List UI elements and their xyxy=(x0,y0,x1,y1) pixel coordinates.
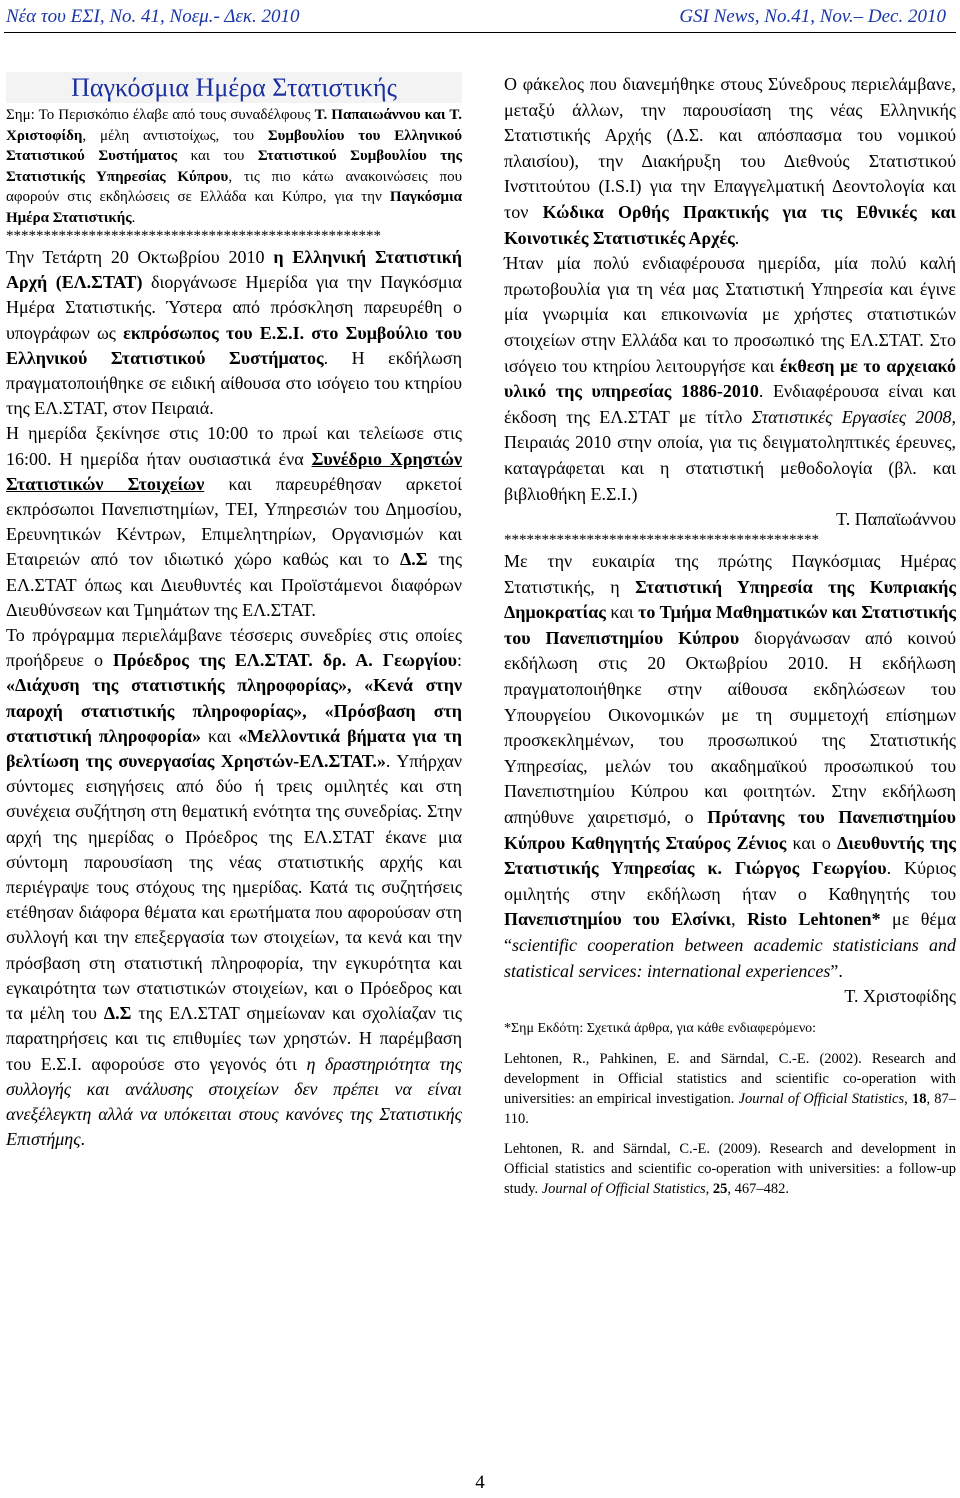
text-run: 25 xyxy=(712,1181,728,1198)
text-run: και του xyxy=(177,148,258,164)
text-run: Πανεπιστημίου του Ελσίνκι xyxy=(504,909,732,930)
text-run: η Ελληνική Στατιστική Αρχή (ΕΛ.ΣΤΑΤ) xyxy=(6,247,462,293)
folder-contents-paragraph xyxy=(504,72,956,251)
text-run: και ο xyxy=(786,832,837,853)
text-run: : xyxy=(456,650,462,671)
text-run: και xyxy=(605,602,639,623)
star-divider-left: ************************************************** xyxy=(6,228,381,244)
text-run: . xyxy=(734,227,740,248)
text-run: Παγκόσμια Ημέρα Στατιστικής xyxy=(6,189,462,226)
text-run: Διευθυντής της Στατιστικής Υπηρεσίας κ. Γιώργος Γεωργίου xyxy=(504,832,957,879)
text-run: εκπρόσωπος του Ε.Σ.Ι. στο Συμβούλιο του Ελληνικού Στατιστικού Συστήματος xyxy=(6,322,463,368)
header-rule xyxy=(4,32,956,33)
text-run: Το πρόγραμμα περιελάμβανε τέσσερις συνεδρίες στις οποίες προήδρευε ο xyxy=(6,625,462,671)
left-column xyxy=(6,72,462,1152)
text-run: Με την ευκαιρία της πρώτης Παγκόσμιας Ημέρας Στατιστικής, η xyxy=(504,551,956,597)
text-run: Κώδικα Ορθής Πρακτικής για τις Εθνικές και Κοινοτικές Στατιστικές Αρχές xyxy=(504,201,957,248)
star-divider-right: ****************************************** xyxy=(504,532,819,549)
text-run: και παρευρέθησαν αρκετοί εκπρόσωποι Πανεπιστημίων, ΤΕΙ, Υπηρεσιών του Δημοσίου, Ερευνητικών Κέντρων, Επιμελητηρίων, Οργανισμών και Εταιρειών από τον ιδιωτικό χώρο καθώς και το xyxy=(6,473,462,570)
text-run: Δ.Σ xyxy=(399,549,428,570)
text-run: και xyxy=(200,725,239,746)
page-number: 4 xyxy=(475,1472,485,1493)
text-run: , 467–482. xyxy=(727,1181,790,1198)
text-run: διοργάνωσαν από κοινού εκδήλωση στις 20 Οκτωβρίου 2010. Η εκδήλωση πραγματοποιήθηκε στην αίθουσα εκδηλώσεων του Υπουργείου Οικονομικών με τη συμμετοχή επίσημων προσκεκλημένων, του προσωπικού της Στατιστικής Υπηρεσίας, μελών του ακαδημαϊκού προσωπικού του Πανεπιστημίου Κύπρου και φοιτητών. Στην εκδήλωση απηύθυνε χαιρετισμό, ο xyxy=(504,627,956,828)
text-run: Πειραιάς 2010 στην οποία, για τις δειγματοληπτικές έρευνες, καταγράφεται και η στατιστική μεθοδολογία (βλ. και βιβλιοθήκη Ε.Σ.Ι.) xyxy=(504,432,956,504)
text-run: 18 xyxy=(911,1091,927,1108)
text-run: . Υπήρχαν σύντομες εισηγήσεις από δύο ή τρεις ομιλητές και στη συνέχεια συζήτηση στη θεματική ενότητα της συνεδρίας. Στην αρχή της ημερίδας ο Πρόεδρος της ΕΛ.ΣΤΑΤ έκανε μια σύντομη παρουσίαση της νέας στατιστικής αρχής και περιέγραψε τους στόχους της ημερίδας. Κατά τις συζητήσεις ετέθησαν διάφορα θέματα και ερωτήματα που αφορούσαν στη συλλογή και την επεξεργασία των στοιχείων, τα κενά και την πρόσβαση στη στατιστική πληροφορία, την εγκυρότητα και εγκαιρότητα των στατιστικών στοιχείων, και ο Πρόεδρος και τα μέλη του xyxy=(6,751,462,1024)
text-run: , μέλη αντιστοίχως, του xyxy=(82,127,268,144)
text-run: Lehtonen, R., Pahkinen, E. and Särndal, C.-E. (2002). Research and development in Official statistics and scientific co-operation with universities: an empirical investigation. xyxy=(504,1051,956,1108)
greek-event-schedule xyxy=(6,421,462,623)
reference-2 xyxy=(504,1139,956,1199)
page-header xyxy=(0,0,960,32)
text-run: Δ.Σ xyxy=(103,1003,132,1024)
text-run: . Ενδιαφέρουσα είναι και έκδοση της ΕΛ.ΣΤΑΤ με τίτλο xyxy=(504,381,956,427)
text-run: διοργάνωσε Ημερίδα για την Παγκόσμια Ημέρα Στατιστικής. Ύστερα από πρόσκληση παρευρέθη ο υπογράφων ως xyxy=(6,272,462,343)
cyprus-event-paragraph xyxy=(504,549,956,984)
intro-note xyxy=(6,105,462,228)
text-run: Την Τετάρτη 20 Οκτωβρίου 2010 xyxy=(6,247,274,267)
right-column xyxy=(504,72,956,1199)
text-run: . Κύριος ομιλητής στην εκδήλωση ήταν ο Καθηγητής του xyxy=(504,858,956,904)
greek-event-programme xyxy=(6,623,462,1152)
text-run: Τ. Παπαιωάννου και Τ. Χριστοφίδη xyxy=(6,107,463,144)
text-run: έκθεση με το αρχειακό υλικό της υπηρεσίας 1886-2010 xyxy=(504,355,956,402)
text-run: Στατιστικού Συμβουλίου της Στατιστικής Υπηρεσίας Κύπρου xyxy=(6,148,462,185)
text-run: Στατιστικές Εργασίες 2008, xyxy=(751,406,956,427)
text-run: Συμβουλίου του Ελληνικού Στατιστικού Συστήματος xyxy=(6,127,462,164)
text-run: Σημ: Το Περισκόπιο έλαβε από τους συναδέλφους xyxy=(6,107,315,123)
text-run: Ήταν μία πολύ ενδιαφέρουσα ημερίδα, μία πολύ καλή πρωτοβουλία για τη νέα μας Στατιστική Υπηρεσία και έγινε μία γνωριμία και επικοινωνία με χρήστες στατιστικών στοιχείων στην Ελλάδα και το προσωπικό της ΕΛ.ΣΤΑΤ. Στο ισόγειο του κτηρίου λειτουργήσε και xyxy=(504,253,956,376)
section-banner: Παγκόσμια Ημέρα Στατιστικής xyxy=(6,72,462,103)
text-run: , xyxy=(705,1181,713,1198)
text-run: η δραστηριότητα της συλλογής και ανάλυσης στοιχείων δεν πρέπει να είναι ανεξέλεγκτη αλλά να υπόκειται στους κανόνες της Στατιστικής Επιστήμης xyxy=(6,1053,462,1150)
text-run: , xyxy=(904,1091,912,1108)
text-run: Ο φάκελος που διανεμήθηκε στους Σύνεδρους περιελάμβανε, μεταξύ άλλων, την παρουσίαση της νέας Ελληνικής Στατιστικής Αρχής (Δ.Σ. και απόσπασμα του νομικού πλαισίου), την Διακήρυξη του Διεθνούς Στατιστικού Ινστιτούτου (I.S.I) για την Επαγγελματική Δεοντολογία και τον xyxy=(504,74,956,222)
editor-note: *Σημ Εκδότη: Σχετικά άρθρα, για κάθε ενδιαφερόμενο: xyxy=(504,1021,817,1037)
text-run: , xyxy=(731,909,748,930)
text-run: «Διάχυση της στατιστικής πληροφορίας», «Κενά στην παροχή στατιστικής πληροφορίας», «Πρόσβαση στη στατιστική πληροφορία» xyxy=(6,675,462,746)
event-assessment-paragraph xyxy=(504,251,956,507)
header-greek-issue: Νέα του ΕΣΙ, Νο. 41, Νοεμ.- Δεκ. 2010 xyxy=(6,6,300,27)
text-run: της ΕΛ.ΣΤΑΤ όπως και Διευθυντές και Προϊστάμενοι διαφόρων Διευθύνσεων και Τμημάτων της ΕΛ.ΣΤΑΤ. xyxy=(6,549,462,620)
text-run: «Μελλοντικά βήματα για τη βελτίωση της συνεργασίας Χρηστών-ΕΛ.ΣΤΑΤ.» xyxy=(6,725,462,772)
text-run: Lehtonen, R. and Särndal, C.-E. (2009). Research and development in Official statistics and scientific co-operation with universities: a follow-up study. xyxy=(504,1141,956,1198)
text-run: scientific cooperation between academic statisticians and statistical services: international experiences xyxy=(504,935,956,981)
signature-papaioannou: Τ. Παπαϊωάννου xyxy=(836,509,956,530)
text-run: Στατιστική Υπηρεσία της Κυπριακής Δημοκρατίας xyxy=(504,576,956,623)
text-run: . xyxy=(131,209,136,226)
text-run: της ΕΛ.ΣΤΑΤ σημείωναν και σχολίαζαν τις παρατηρήσεις και τις επιθυμίες των χρηστών. Η παρέμβαση του Ε.Σ.Ι. αφορούσε στο γεγονός ότι xyxy=(6,1003,462,1074)
text-run: το Τμήμα Μαθηματικών και Στατιστικής του Πανεπιστημίου Κύπρου xyxy=(504,602,957,648)
header-english-issue: GSI News, No.41, Nov.– Dec. 2010 xyxy=(679,6,946,27)
text-run: Η ημερίδα ξεκίνησε στις 10:00 το πρωί και τελείωσε στις 16:00. Η ημερίδα ήταν ουσιαστικά ένα xyxy=(6,423,462,469)
text-run: με θέμα “ xyxy=(504,909,957,955)
text-run: ”. xyxy=(830,960,843,981)
text-run: Journal of Official Statistics xyxy=(541,1181,706,1198)
text-run: Πρύτανης του Πανεπιστημίου Κύπρου Καθηγητής Σταύρος Ζένιος xyxy=(504,807,956,853)
text-run: . xyxy=(80,1129,86,1150)
signature-christofides: Τ. Χριστοφίδης xyxy=(844,986,956,1007)
text-run: Journal of Official Statistics xyxy=(738,1091,905,1108)
text-run: , 87–110. xyxy=(504,1091,957,1128)
text-run: , τις πιο κάτω ανακοινώσεις που αφορούν στις εκδηλώσεις σε Ελλάδα και Κύπρο, για την xyxy=(6,168,462,205)
text-run: Συνέδριο Χρηστών Στατιστικών Στοιχείων xyxy=(6,448,462,494)
text-run: Πρόεδρος της ΕΛ.ΣΤΑΤ. δρ. Α. Γεωργίου xyxy=(112,650,457,671)
reference-1 xyxy=(504,1049,956,1129)
text-run: . Η εκδήλωση πραγματοποιήθηκε σε ειδική αίθουσα στο ισόγειο του κτηρίου της ΕΛ.ΣΤΑΤ, στον Πειραιά. xyxy=(6,347,462,419)
greek-event-paragraph xyxy=(6,245,462,421)
text-run: Risto Lehtonen* xyxy=(747,909,881,930)
